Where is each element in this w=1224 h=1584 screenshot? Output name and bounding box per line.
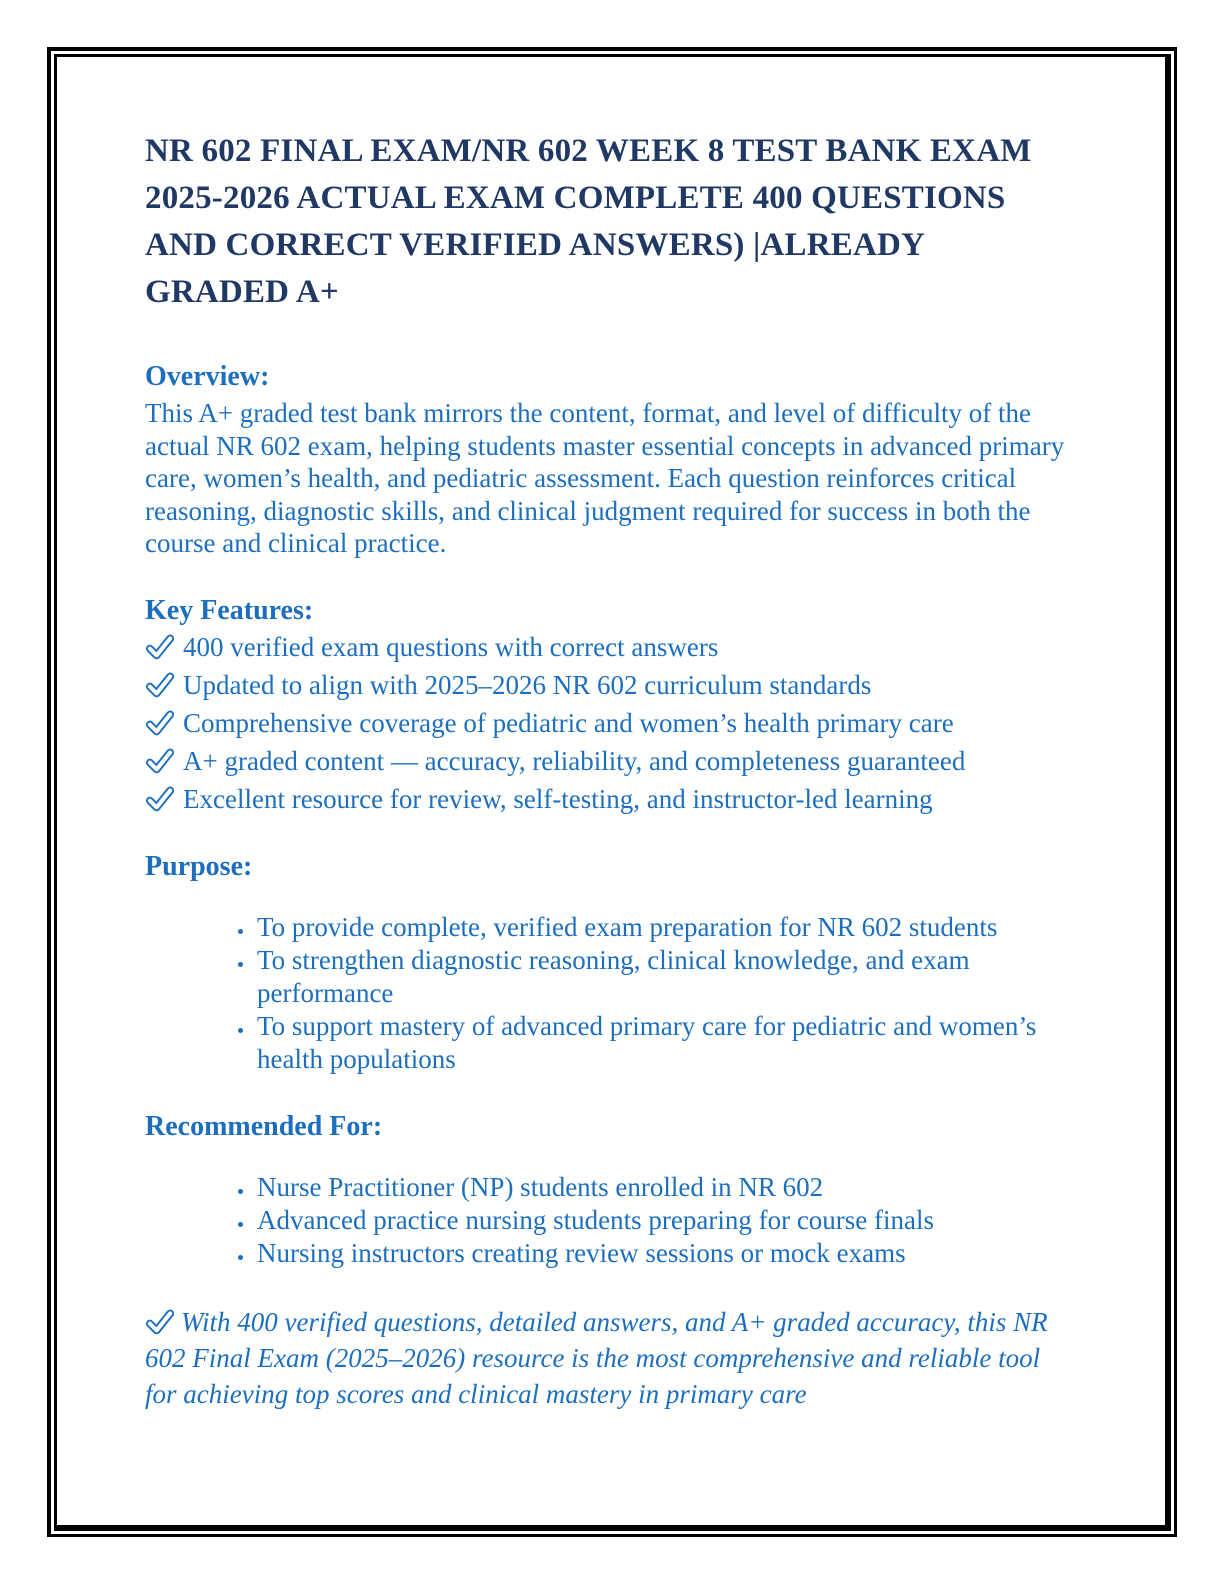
document-title: NR 602 FINAL EXAM/NR 602 WEEK 8 TEST BANK EXAM 2025-2026 ACTUAL EXAM COMPLETE 400 QUESTIONS AND CORRECT VERIFIED ANSWERS) |ALREADY GRADED A+ xyxy=(145,133,1032,310)
check-icon xyxy=(145,1309,179,1339)
purpose-item: • To strengthen diagnostic reasoning, clinical knowledge, and exam performance xyxy=(255,944,1070,1010)
purpose-heading: Purpose: xyxy=(145,850,253,882)
overview-heading: Overview: xyxy=(145,361,270,392)
recommended-for-item: • Nursing instructors creating review sessions or mock exams xyxy=(255,1237,1070,1270)
closing-paragraph xyxy=(145,1304,1070,1412)
check-icon xyxy=(145,710,179,740)
key-features-list xyxy=(145,631,1070,816)
key-feature-text: Excellent resource for review, self-testing, and instructor-led learning xyxy=(183,783,933,814)
key-features-heading: Key Features: xyxy=(145,594,314,626)
key-feature-item xyxy=(145,631,1070,664)
key-feature-text: Comprehensive coverage of pediatric and women’s health primary care xyxy=(183,707,954,738)
key-feature-text: 400 verified exam questions with correct answers xyxy=(183,631,719,662)
key-feature-item xyxy=(145,669,1070,702)
key-feature-text: A+ graded content — accuracy, reliability, and completeness guaranteed xyxy=(183,745,966,776)
key-feature-item xyxy=(145,783,1070,816)
purpose-item: • To provide complete, verified exam preparation for NR 602 students xyxy=(255,911,1070,944)
purpose-item: • To support mastery of advanced primary care for pediatric and women’s health populations xyxy=(255,1010,1070,1076)
check-icon xyxy=(145,786,179,816)
key-feature-item xyxy=(145,745,1070,778)
document-body xyxy=(145,128,1070,1412)
key-feature-text: Updated to align with 2025–2026 NR 602 curriculum standards xyxy=(183,669,872,700)
closing-text: With 400 verified questions, detailed answers, and A+ graded accuracy, this NR 602 Final Exam (2025–2026) resource is the most comprehensive and reliable tool for achieving top scores and clinical mastery in primary care xyxy=(145,1306,1048,1409)
recommended-for-item: • Nurse Practitioner (NP) students enrolled in NR 602 xyxy=(255,1171,1070,1204)
recommended-for-heading: Recommended For: xyxy=(145,1110,383,1142)
recommended-for-item: • Advanced practice nursing students preparing for course finals xyxy=(255,1204,1070,1237)
check-icon xyxy=(145,748,179,778)
check-icon xyxy=(145,634,179,664)
purpose-list xyxy=(145,911,1070,1076)
check-icon xyxy=(145,672,179,702)
recommended-for-list xyxy=(145,1171,1070,1270)
key-feature-item xyxy=(145,707,1070,740)
overview-paragraph: This A+ graded test bank mirrors the content, format, and level of difficulty of the actual NR 602 exam, helping students master essential concepts in advanced primary care, women’s health, and pediatric assessment. Each question reinforces critical reasoning, diagnostic skills, and clinical judgment required for success in both the course and clinical practice. xyxy=(145,398,1065,558)
